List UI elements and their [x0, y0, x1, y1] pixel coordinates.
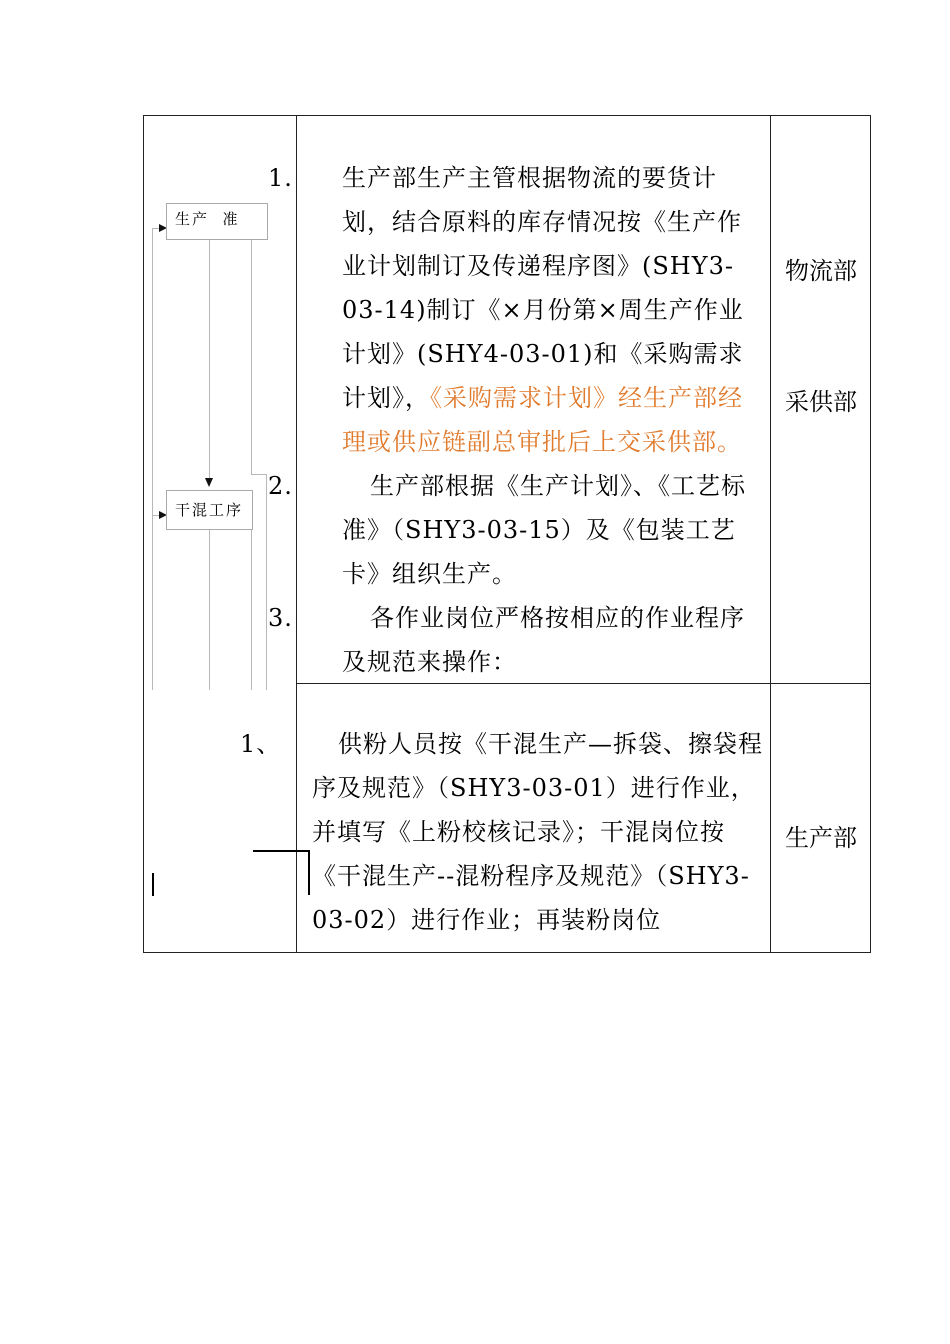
- row1-item-1: [268, 156, 763, 464]
- item-number: 2.: [268, 472, 293, 500]
- dept-logistics: 物流部: [785, 257, 857, 285]
- flow-box-label: 干混工序: [175, 501, 244, 519]
- flow-box-production-prep: [166, 203, 268, 240]
- row1-procedure-text: [268, 156, 763, 684]
- item-number: 1.: [268, 164, 293, 192]
- flow-right-branch-line: [251, 240, 252, 474]
- item-text: 生产部生产主管根据物流的要货计划，结合原料的库存情况按《生产作业计划制订及传递程序图》(SHY3-03-14)制订《×月份第×周生产作业计划》(SHY4-03-01)和《采购需求计划》，: [342, 164, 744, 412]
- flow-right-outer-line: [266, 474, 267, 690]
- item-text: 各作业岗位严格按相应的作业程序及规范来操作：: [342, 604, 745, 676]
- row1-item-2: [268, 464, 763, 596]
- flow-right-branch-stub: [251, 474, 266, 475]
- item-text-highlight: 《采购需求计划》经生产部经理或供应链副总审批后上交采供部。: [342, 384, 743, 456]
- item-text: 生产部根据《生产计划》、《工艺标准》（SHY3-03-15）及《包装工艺卡》组织生产。: [342, 472, 746, 588]
- arrow-down-icon: [205, 478, 213, 487]
- item-number: 1、: [240, 730, 282, 758]
- item-number: 3.: [268, 604, 293, 632]
- flow-main-connector: [209, 240, 210, 478]
- row1-item-3: [268, 596, 763, 684]
- flow-main-connector-lower: [209, 530, 210, 690]
- flow-left-feedback-line: [152, 228, 153, 690]
- item-text: 供粉人员按《干混生产—拆袋、擦袋程序及规范》（SHY3-03-01）进行作业，并填写《上粉校核记录》；干混岗位按《干混生产--混粉程序及规范》（SHY3-03-02）进行作业；再装粉岗位: [312, 730, 763, 934]
- flow-column-cell: [143, 115, 297, 953]
- flow-box-dry-mix: [166, 490, 253, 530]
- flow-right-inner-line: [251, 530, 252, 690]
- flow-box-label: 生产 准: [175, 210, 240, 228]
- drawing-mark: [152, 873, 154, 896]
- dept-procurement: 采供部: [785, 388, 857, 416]
- row2-item-1: [240, 722, 763, 942]
- row2-procedure-text: [240, 722, 763, 942]
- dept-production: 生产部: [785, 824, 857, 852]
